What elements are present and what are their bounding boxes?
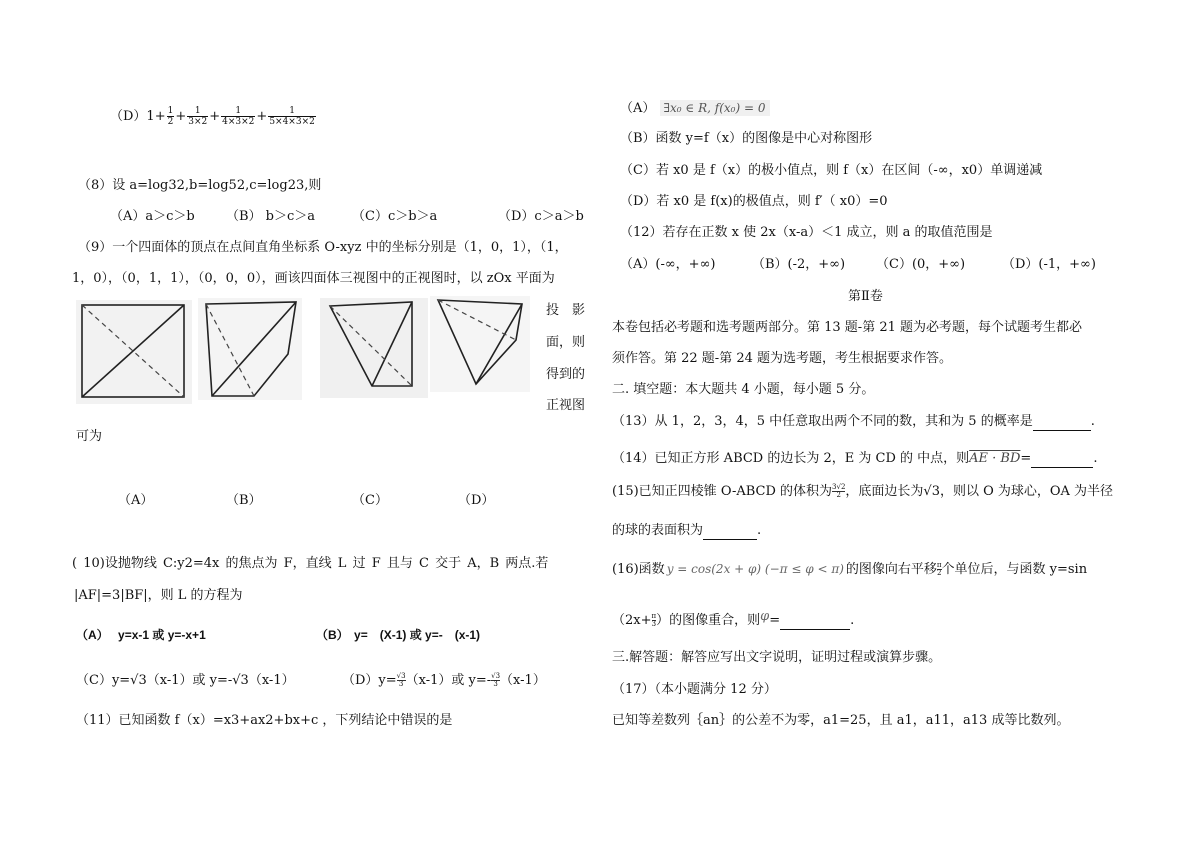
q8-stem: （8）设 a=log32,b=log52,c=log23,则 (78, 178, 322, 193)
q9-line1: （9）一个四面体的顶点在点间直角坐标系 O-xyz 中的坐标分别是（1，0，1），（1， (78, 240, 568, 255)
q12-option-c: （C）(0，+∞) (876, 257, 966, 272)
q11-option-a-label: （A） (620, 101, 656, 116)
figure-c (320, 298, 428, 398)
vector-expression: AE · BD (969, 451, 1021, 466)
q10-option-d: （D）y= $\frac{√3}{3}$ （x-1）或 y=- $\frac{√3}{3}$ （x-1） (342, 672, 546, 688)
q11-option-b: （B）函数 y=f（x）的图像是中心对称图形 (620, 131, 873, 146)
q12-option-b: （B）(-2，+∞) (752, 257, 846, 272)
answer-blank[interactable] (780, 613, 850, 630)
q8-option-d: （D）c＞a＞b (498, 209, 584, 224)
volume-fraction: $\frac{3√2}{2}$ (832, 483, 846, 499)
q8-option-a: （A）a＞c＞b (110, 209, 195, 224)
q7-option-d-label: （D）1+ (110, 109, 166, 124)
figure-b (198, 298, 302, 400)
q9-side-4: 正视图 (546, 398, 586, 413)
q10-option-c: （C）y=√3（x-1）或 y=-√3（x-1） (76, 673, 295, 688)
solve-title: 三.解答题：解答应写出文字说明，证明过程或演算步骤。 (612, 650, 942, 665)
sqrt-fraction: $\frac{√3}{3}$ (396, 672, 406, 688)
figure-a (76, 300, 192, 404)
shift-fraction: $\frac{\pi}{2}$ (936, 561, 942, 577)
q9-side-3: 得到的 (546, 367, 586, 382)
fraction: $\frac{1}{3\times 2}$ (188, 106, 208, 127)
answer-blank[interactable] (1033, 414, 1091, 431)
q17-body: 已知等差数列｛an｝的公差不为零，a1=25，且 a1，a11，a13 成等比数列。 (612, 713, 1070, 728)
q9-label-b: （B） (226, 493, 262, 508)
q10-option-a (76, 627, 206, 643)
q9-label-d: （D） (458, 493, 495, 508)
q10-option-b-label: （B） (316, 628, 349, 642)
q11-option-a (620, 100, 770, 117)
formula-image: y = cos(2x + φ) (−π ≤ φ < π) (666, 562, 844, 576)
q10-line2: |AF|=3|BF|，则 L 的方程为 (74, 588, 243, 603)
q13: （13）从 1，2，3，4，5 中任意取出两个不同的数，其和为 5 的概率是 . (612, 414, 1095, 429)
fraction: $\frac{1}{2}$ (167, 106, 174, 127)
q10-option-b-text: y= (X-1) 或 y=- (x-1) (354, 628, 481, 642)
q8-option-c: （C）c＞b＞a (352, 209, 438, 224)
q7-option-d: （D）1+ $\frac{1}{2}$ + $\frac{1}{3\times 2}$ + $\frac{1}{4\times 3\times 2}$ + $\frac{1}{5\times 4\times 3\times 2}$ (110, 106, 315, 127)
part2-intro-1: 本卷包括必考题和选考题两部分。第 13 题-第 21 题为必考题，每个试题考生都必 (612, 320, 1083, 335)
q16-line1: (16)函数 y = cos(2x + φ) (−π ≤ φ < π) 的图像向右平移 $\frac{\pi}{2}$ 个单位后，与函数 y=sin (612, 561, 1088, 577)
q9-tail: 可为 (76, 429, 103, 444)
phi-symbol: φ (760, 609, 770, 624)
q12-option-a: （A）(-∞，+∞) (620, 257, 716, 272)
q11-option-d: （D）若 x0 是 f(x)的极值点，则 f′（ x0）=0 (620, 194, 888, 209)
q9-side-1: 投 影 (546, 303, 586, 318)
q9-side-2: 面，则 (546, 335, 586, 350)
figure-d (430, 296, 530, 392)
q12-stem: （12）若存在正数 x 使 2x（x-a）＜1 成立，则 a 的取值范围是 (620, 225, 993, 240)
q10-option-b (316, 627, 480, 643)
sqrt-fraction: $\frac{√3}{3}$ (491, 672, 501, 688)
q10-option-a-text: y=x-1 或 y=-x+1 (118, 628, 206, 642)
q17-header: （17）（本小题满分 12 分） (612, 682, 777, 697)
q16-line2: （2x+ $\frac{\pi}{3}$ ）的图像重合，则φ= . (612, 609, 855, 628)
part2-intro-2: 须作答。第 22 题-第 24 题为选考题，考生根据要求作答。 (612, 351, 953, 366)
fraction: $\frac{1}{4\times 3\times 2}$ (222, 106, 255, 127)
q9-label-a: （A） (118, 493, 154, 508)
q9-line2: 1，0），（0，1，1），（0，0，0），画该四面体三视图中的正视图时，以 zOx 平面为 (72, 271, 555, 286)
phase-fraction: $\frac{\pi}{3}$ (651, 612, 657, 628)
answer-blank[interactable] (1031, 451, 1093, 468)
q10-line1: ( 10)设抛物线 C:y2=4x 的焦点为 F，直线 L 过 F 且与 C 交于 A，B 两点.若 (72, 556, 549, 571)
q15-line2: 的球的表面积为 . (612, 523, 762, 538)
q12-option-d: （D）(-1，+∞) (1002, 257, 1096, 272)
q14: （14）已知正方形 ABCD 的边长为 2，E 为 CD 的 中点，则AE · BD= . (612, 451, 1098, 466)
part2-title: 第Ⅱ卷 (848, 289, 883, 304)
fill-in-title: 二. 填空题：本大题共 4 小题，每小题 5 分。 (612, 382, 875, 397)
q10-option-a-label: （A） (76, 628, 109, 642)
q11-stem: （11）已知函数 f（x）=x3+ax2+bx+c ，下列结论中错误的是 (76, 713, 453, 728)
fraction: $\frac{1}{5\times 4\times 3\times 2}$ (269, 106, 315, 127)
q9-label-c: （C） (352, 493, 388, 508)
q11-option-c: （C）若 x0 是 f（x）的极小值点，则 f（x）在区间（-∞，x0）单调递减 (620, 163, 1043, 178)
q8-option-b: （B） b＞c＞a (226, 209, 316, 224)
formula-image: ∃x₀ ∈ R, f(x₀) = 0 (660, 100, 770, 116)
answer-blank[interactable] (703, 523, 757, 540)
q15-line1: (15)已知正四棱锥 O-ABCD 的体积为 $\frac{3√2}{2}$ ，底面边长为√3，则以 O 为球心，OA 为半径 (612, 483, 1114, 499)
